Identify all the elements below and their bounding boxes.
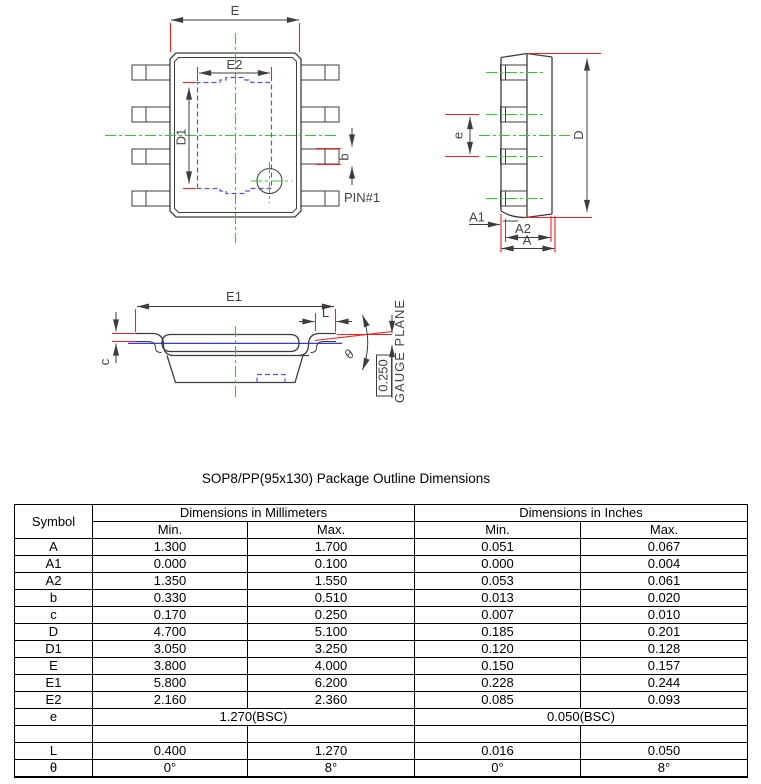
symbol-cell: L xyxy=(15,743,93,760)
table-subheader-row xyxy=(15,522,748,539)
table-row xyxy=(15,573,748,590)
mm-min-cell: 1.300 xyxy=(93,539,248,556)
in-max-cell: 0.128 xyxy=(581,641,748,658)
header-in-group: Dimensions in Inches xyxy=(415,505,748,522)
symbol-cell: D1 xyxy=(15,641,93,658)
mm-min-cell: 0° xyxy=(93,760,248,778)
mm-max-cell: 5.100 xyxy=(248,624,415,641)
symbol-cell: θ xyxy=(15,760,93,778)
table-row xyxy=(15,590,748,607)
header-mm-group: Dimensions in Millimeters xyxy=(93,505,415,522)
in-max-cell: 0.061 xyxy=(581,573,748,590)
in-max-cell: 0.157 xyxy=(581,658,748,675)
mm-max-cell: 6.200 xyxy=(248,675,415,692)
mm-min-cell: 3.050 xyxy=(93,641,248,658)
mm-min-cell: 1.350 xyxy=(93,573,248,590)
symbol-cell: E2 xyxy=(15,692,93,709)
in-min-cell: 0.228 xyxy=(415,675,581,692)
pin1-label: PIN#1 xyxy=(344,190,381,205)
header-mm-max: Max. xyxy=(248,522,415,539)
mm-min-cell: 0.000 xyxy=(93,556,248,573)
in-max-cell: 0.010 xyxy=(581,607,748,624)
dim-label-c: c xyxy=(97,358,112,366)
table-row xyxy=(15,539,748,556)
in-min-cell: 0.120 xyxy=(415,641,581,658)
mm-bsc-cell: 1.270(BSC) xyxy=(93,709,415,726)
dim-label-E2: E2 xyxy=(226,57,243,72)
dim-label-L: L xyxy=(321,305,330,320)
mm-max-cell: 1.700 xyxy=(248,539,415,556)
mm-max-cell: 4.000 xyxy=(248,658,415,675)
symbol-cell: A1 xyxy=(15,556,93,573)
pad-bottom-outline xyxy=(257,375,285,383)
dim-label-D1: D1 xyxy=(173,128,189,146)
mm-max-cell: 3.250 xyxy=(248,641,415,658)
in-min-cell: 0.150 xyxy=(415,658,581,675)
symbol-cell: A xyxy=(15,539,93,556)
in-max-cell: 0.093 xyxy=(581,692,748,709)
mm-max-cell: 0.510 xyxy=(248,590,415,607)
dim-label-E1: E1 xyxy=(226,289,242,304)
dim-label-b: b xyxy=(336,153,352,161)
side-view-drawing xyxy=(445,54,601,253)
table-row xyxy=(15,641,748,658)
header-in-min: Min. xyxy=(415,522,581,539)
front-view-drawing xyxy=(97,289,407,403)
mm-max-cell: 0.100 xyxy=(248,556,415,573)
table-row-e xyxy=(15,709,748,726)
dim-label-E: E xyxy=(230,3,240,18)
dim-label-e: e xyxy=(450,131,466,140)
in-max-cell: 8° xyxy=(581,760,748,778)
table-row xyxy=(15,743,748,760)
table-row xyxy=(15,692,748,709)
in-min-cell: 0.185 xyxy=(415,624,581,641)
empty-cell xyxy=(248,726,415,743)
header-in-max: Max. xyxy=(581,522,748,539)
mm-min-cell: 0.330 xyxy=(93,590,248,607)
in-min-cell: 0.085 xyxy=(415,692,581,709)
in-max-cell: 0.004 xyxy=(581,556,748,573)
in-bsc-cell: 0.050(BSC) xyxy=(415,709,748,726)
in-min-cell: 0° xyxy=(415,760,581,778)
symbol-cell: E xyxy=(15,658,93,675)
gauge-plane-label: GAUGE PLANE xyxy=(392,298,407,404)
in-max-cell: 0.244 xyxy=(581,675,748,692)
empty-cell xyxy=(581,726,748,743)
symbol-cell: A2 xyxy=(15,573,93,590)
symbol-cell: e xyxy=(15,709,93,726)
mm-min-cell: 5.800 xyxy=(93,675,248,692)
header-mm-min: Min. xyxy=(93,522,248,539)
mm-min-cell: 4.700 xyxy=(93,624,248,641)
symbol-cell: E1 xyxy=(15,675,93,692)
empty-cell xyxy=(415,726,581,743)
table-row xyxy=(15,658,748,675)
dim-label-D: D xyxy=(571,130,586,140)
dimensions-table xyxy=(14,504,748,778)
empty-cell xyxy=(93,726,248,743)
mm-max-cell: 0.250 xyxy=(248,607,415,624)
page-title: SOP8/PP(95x130) Package Outline Dimensions xyxy=(201,471,491,486)
mm-min-cell: 2.160 xyxy=(93,692,248,709)
table-row xyxy=(15,624,748,641)
in-min-cell: 0.007 xyxy=(415,607,581,624)
mm-min-cell: 0.170 xyxy=(93,607,248,624)
table-row xyxy=(15,607,748,624)
dim-label-A2: A2 xyxy=(515,221,531,236)
table-row xyxy=(15,675,748,692)
in-min-cell: 0.051 xyxy=(415,539,581,556)
table-blank-row xyxy=(15,726,748,743)
symbol-cell: c xyxy=(15,607,93,624)
gauge-offset-value: 0.250 xyxy=(375,359,391,392)
in-min-cell: 0.000 xyxy=(415,556,581,573)
empty-cell xyxy=(15,726,93,743)
top-view-drawing xyxy=(105,3,380,243)
table-row xyxy=(15,556,748,573)
table-row-theta xyxy=(15,760,748,778)
header-symbol: Symbol xyxy=(15,505,93,539)
in-min-cell: 0.053 xyxy=(415,573,581,590)
mm-max-cell: 2.360 xyxy=(248,692,415,709)
symbol-cell: D xyxy=(15,624,93,641)
in-max-cell: 0.201 xyxy=(581,624,748,641)
in-min-cell: 0.013 xyxy=(415,590,581,607)
symbol-cell: b xyxy=(15,590,93,607)
mm-max-cell: 1.270 xyxy=(248,743,415,760)
in-max-cell: 0.067 xyxy=(581,539,748,556)
mm-min-cell: 3.800 xyxy=(93,658,248,675)
in-min-cell: 0.016 xyxy=(415,743,581,760)
mm-max-cell: 1.550 xyxy=(248,573,415,590)
mm-min-cell: 0.400 xyxy=(93,743,248,760)
mm-max-cell: 8° xyxy=(248,760,415,778)
dim-label-A1: A1 xyxy=(469,209,485,225)
theta-arc xyxy=(363,315,368,370)
table-header-row xyxy=(15,505,748,522)
in-max-cell: 0.020 xyxy=(581,590,748,607)
in-max-cell: 0.050 xyxy=(581,743,748,760)
dim-label-A: A xyxy=(522,232,532,248)
dim-label-theta: θ xyxy=(340,346,358,362)
